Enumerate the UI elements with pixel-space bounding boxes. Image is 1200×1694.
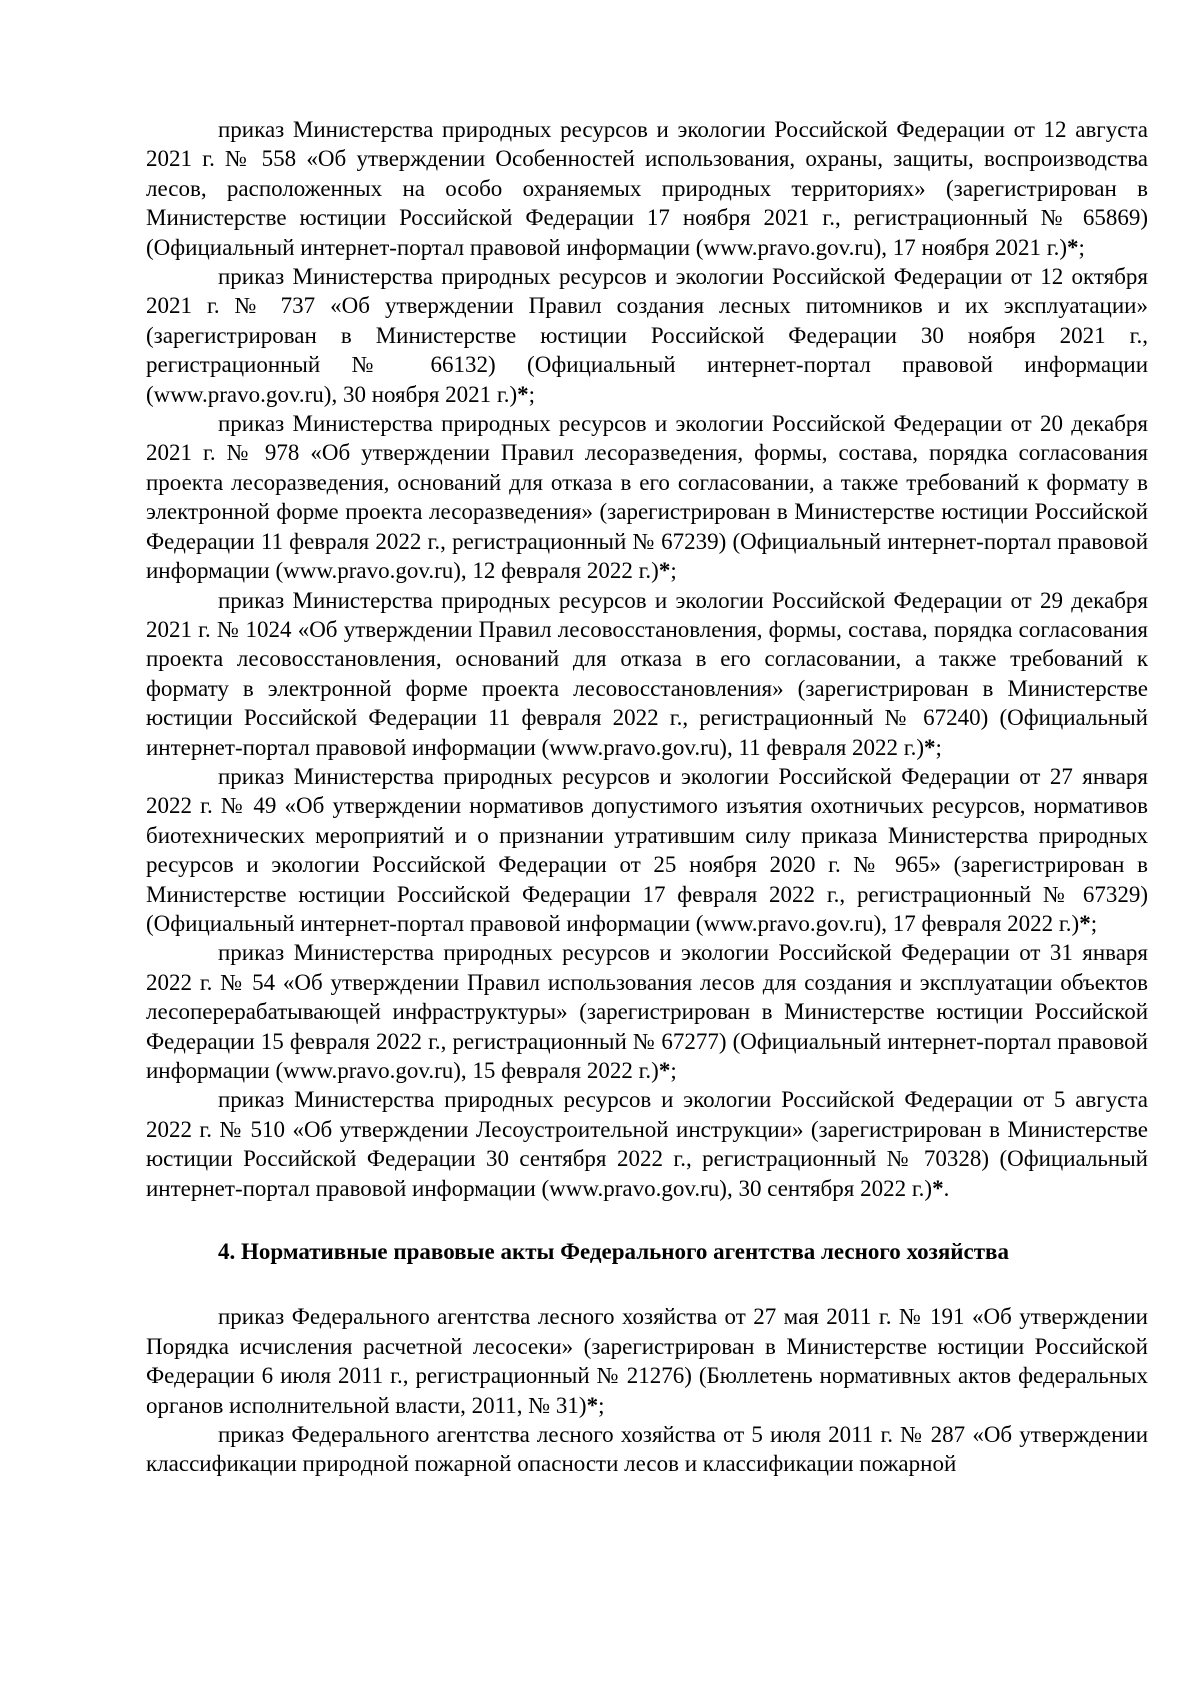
paragraph-text: приказ Министерства природных ресурсов и экологии Российской Федерации от 31 января 2022 г. № 54 «Об утверждении Правил использования лесов для создания и эксплуатации объектов лесоперерабатывающей инфраструктуры» (зарегистрирован в Министерстве юстиции Российской Федерации 15 февраля 2022 г., регистрационный № 67277) (Официальный интернет-портал правовой информации (www.pravo.gov.ru), 15 февраля 2022 г.) <box>146 940 1148 1083</box>
paragraph-text: приказ Министерства природных ресурсов и экологии Российской Федерации от 12 октября 2021 г. № 737 «Об утверждении Правил создания лесных питомников и их эксплуатации» (зарегистрирован в Министерстве юстиции Российской Федерации 30 ноября 2021 г., регистрационный № 66132) (Официальный интернет-портал правовой информации (www.pravo.gov.ru), 30 ноября 2021 г.) <box>146 264 1148 407</box>
paragraph-end: ; <box>935 734 942 760</box>
paragraph-order-558 <box>146 115 1148 262</box>
paragraph-order-510 <box>146 1085 1148 1203</box>
footnote-mark: * <box>586 1392 599 1418</box>
paragraph-order-191 <box>146 1302 1148 1420</box>
footnote-mark: * <box>932 1175 944 1201</box>
paragraph-order-49 <box>146 762 1148 938</box>
footnote-mark: * <box>517 381 529 407</box>
footnote-mark: * <box>1066 234 1079 260</box>
section-heading: 4. Нормативные правовые акты Федерального агентства лесного хозяйства <box>218 1239 1009 1265</box>
paragraph-end: ; <box>670 1058 677 1083</box>
paragraph-text: приказ Министерства природных ресурсов и экологии Российской Федерации от 27 января 2022 г. № 49 «Об утверждении нормативов допустимого изъятия охотничьих ресурсов, нормативов биотехнических мероприятий и о признании утратившим силу приказа Министерства природных ресурсов и экологии Российской Федерации от 25 ноября 2020 г. № 965» (зарегистрирован в Министерстве юстиции Российской Федерации 17 февраля 2022 г., регистрационный № 67329) (Официальный интернет-портал правовой информации (www.pravo.gov.ru), 17 февраля 2022 г.) <box>146 763 1148 936</box>
paragraph-text: приказ Министерства природных ресурсов и экологии Российской Федерации от 5 августа 2022 г. № 510 «Об утверждении Лесоустроительной инструкции» (зарегистрирован в Министерстве юстиции Российской Федерации 30 сентября 2022 г., регистрационный № 70328) (Официальный интернет-портал правовой информации (www.pravo.gov.ru), 30 сентября 2022 г.) <box>146 1087 1148 1201</box>
paragraph-text: приказ Министерства природных ресурсов и экологии Российской Федерации от 12 августа 2021 г. № 558 «Об утверждении Особенностей использования, охраны, защиты, воспроизводства лесов, расположенных на особо охраняемых природных территориях» (зарегистрирован в Министерстве юстиции Российской Федерации 17 ноября 2021 г., регистрационный № 65869) (Официальный интернет-портал правовой информации (www.pravo.gov.ru), 17 ноября 2021 г.) <box>146 117 1148 260</box>
paragraph-end: ; <box>670 558 677 584</box>
paragraph-order-1024 <box>146 586 1148 762</box>
paragraph-text: приказ Федерального агентства лесного хозяйства от 27 мая 2011 г. № 191 «Об утверждении Порядка исчисления расчетной лесосеки» (зарегистрирован в Министерстве юстиции Российской Федерации 6 июля 2011 г., регистрационный № 21276) (Бюллетень нормативных актов федеральных органов исполнительной власти, 2011, № 31) <box>146 1304 1148 1418</box>
paragraph-text: приказ Министерства природных ресурсов и экологии Российской Федерации от 20 декабря 2021 г. № 978 «Об утверждении Правил лесоразведения, формы, состава, порядка согласования проекта лесоразведения, оснований для отказа в его согласовании, а также требований к формату в электронной форме проекта лесоразведения» (зарегистрирован в Министерстве юстиции Российской Федерации 11 февраля 2022 г., регистрационный № 67239) (Официальный интернет-портал правовой информации (www.pravo.gov.ru), 12 февраля 2022 г.) <box>146 411 1148 584</box>
paragraph-text: приказ Министерства природных ресурсов и экологии Российской Федерации от 29 декабря 2021 г. № 1024 «Об утверждении Правил лесовосстановления, формы, состава, порядка согласования проекта лесовосстановления, оснований для отказа в его согласовании, а также требований к формату в электронной форме проекта лесовосстановления» (зарегистрирован в Министерстве юстиции Российской Федерации 11 февраля 2022 г., регистрационный № 67240) (Официальный интернет-портал правовой информации (www.pravo.gov.ru), 11 февраля 2022 г.) <box>146 587 1148 760</box>
paragraphs-after-section <box>146 1302 1148 1478</box>
paragraph-order-737 <box>146 262 1148 409</box>
paragraphs-before-section <box>146 115 1148 1203</box>
paragraph-end: ; <box>1090 910 1098 936</box>
paragraph-end: ; <box>1078 234 1085 260</box>
footnote-mark: * <box>1079 910 1091 936</box>
paragraph-order-978 <box>146 409 1148 585</box>
paragraph-order-54 <box>146 938 1148 1085</box>
paragraph-order-287 <box>146 1420 1148 1479</box>
paragraph-text: приказ Федерального агентства лесного хозяйства от 5 июля 2011 г. № 287 «Об утверждении классификации природной пожарной опасности лесов и классификации пожарной <box>146 1422 1148 1477</box>
footnote-mark: * <box>658 1058 671 1083</box>
document-page <box>146 115 1148 1479</box>
footnote-mark: * <box>658 558 671 584</box>
paragraph-end: . <box>943 1175 950 1201</box>
footnote-mark: * <box>924 734 936 760</box>
paragraph-end: ; <box>528 381 536 407</box>
paragraph-end: ; <box>598 1392 605 1418</box>
